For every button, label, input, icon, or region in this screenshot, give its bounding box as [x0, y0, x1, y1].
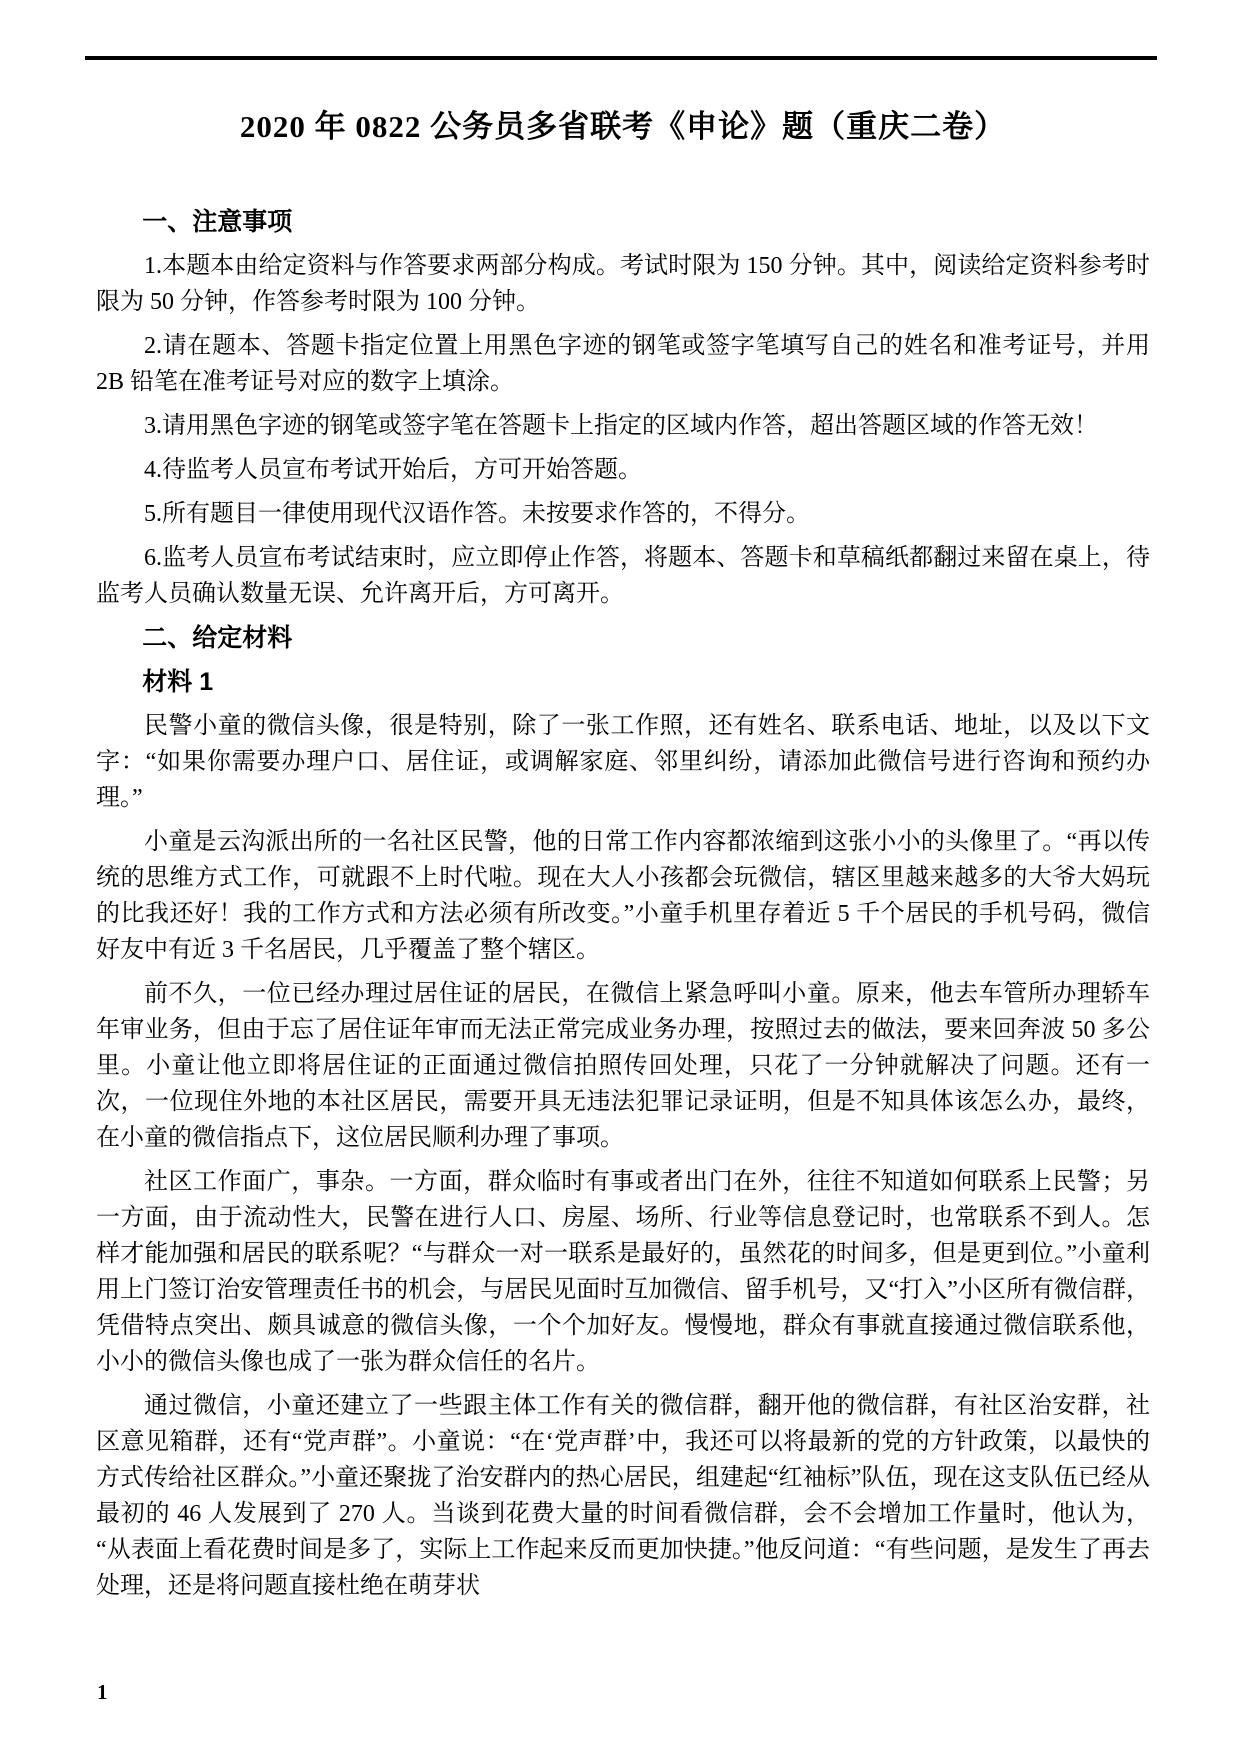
notice-item-1: 1.本题本由给定资料与作答要求两部分构成。考试时限为 150 分钟。其中，阅读给定资料参考时限为 50 分钟，作答参考时限为 100 分钟。 — [96, 253, 1150, 315]
notice-section-heading: 一、注意事项 — [142, 208, 293, 236]
notice-item-6: 6.监考人员宣布考试结束时，应立即停止作答，将题本、答题卡和草稿纸都翻过来留在桌上，待监考人员确认数量无误、允许离开后，方可离开。 — [96, 545, 1150, 607]
page-title: 2020 年 0822 公务员多省联考《申论》题（重庆二卷） — [239, 109, 1007, 144]
header-rule — [85, 56, 1157, 60]
notice-item-5: 5.所有题目一律使用现代汉语作答。未按要求作答的，不得分。 — [144, 501, 810, 527]
material-1-paragraph-5: 通过微信，小童还建立了一些跟主体工作有关的微信群，翻开他的微信群，有社区治安群，社区意见箱群，还有“党声群”。小童说：“在‘党声群’中，我还可以将最新的党的方针政策，以最快的方式传给社区群众。”小童还聚拢了治安群内的热心居民，组建起“红袖标”队伍，现在这支队伍已经从最初的 46 人发展到了 270 人。当谈到花费大量的时间看微信群，会不会增加工作量时，他认为，“从表面上看花费时间是多了，实际上工作起来反而更加快捷。”他反问道：“有些问题，是发生了再去处理，还是将问题直接杜绝在萌芽状 — [96, 1393, 1150, 1599]
notice-item-3: 3.请用黑色字迹的钢笔或签字笔在答题卡上指定的区域内作答，超出答题区域的作答无效！ — [144, 413, 1098, 439]
page-number: 1 — [97, 1680, 108, 1704]
document-content — [0, 106, 1240, 1604]
materials-section-heading: 二、给定材料 — [142, 624, 293, 652]
material-1-paragraph-2: 小童是云沟派出所的一名社区民警，他的日常工作内容都浓缩到这张小小的头像里了。“再以传统的思维方式工作，可就跟不上时代啦。现在大人小孩都会玩微信，辖区里越来越多的大爷大妈玩的比我还好！我的工作方式和方法必须有所改变。”小童手机里存着近 5 千个居民的手机号码，微信好友中有近 3 千名居民，几乎覆盖了整个辖区。 — [96, 829, 1150, 963]
notice-item-4: 4.待监考人员宣布考试开始后，方可开始答题。 — [144, 457, 642, 483]
notice-item-2: 2.请在题本、答题卡指定位置上用黑色字迹的钢笔或签字笔填写自己的姓名和准考证号，并用 2B 铅笔在准考证号对应的数字上填涂。 — [96, 333, 1150, 395]
material-1-paragraph-4: 社区工作面广，事杂。一方面，群众临时有事或者出门在外，往往不知道如何联系上民警；另一方面，由于流动性大，民警在进行人口、房屋、场所、行业等信息登记时，也常联系不到人。怎样才能加强和居民的联系呢？“与群众一对一联系是最好的，虽然花的时间多，但是更到位。”小童利用上门签订治安管理责任书的机会，与居民见面时互加微信、留手机号，又“打入”小区所有微信群，凭借特点突出、颇具诚意的微信头像，一个个加好友。慢慢地，群众有事就直接通过微信联系他，小小的微信头像也成了一张为群众信任的名片。 — [96, 1169, 1150, 1375]
material-1-paragraph-1: 民警小童的微信头像，很是特别，除了一张工作照，还有姓名、联系电话、地址，以及以下文字：“如果你需要办理户口、居住证，或调解家庭、邻里纠纷，请添加此微信号进行咨询和预约办理。” — [96, 713, 1150, 811]
material-1-paragraph-3: 前不久，一位已经办理过居住证的居民，在微信上紧急呼叫小童。原来，他去车管所办理轿车年审业务，但由于忘了居住证年审而无法正常完成业务办理，按照过去的做法，要来回奔波 50 多公里。小童让他立即将居住证的正面通过微信拍照传回处理，只花了一分钟就解决了问题。还有一次，一位现住外地的本社区居民，需要开具无违法犯罪记录证明，但是不知具体该怎么办，最终，在小童的微信指点下，这位居民顺利办理了事项。 — [96, 981, 1150, 1151]
material-1-heading: 材料 1 — [142, 668, 214, 696]
